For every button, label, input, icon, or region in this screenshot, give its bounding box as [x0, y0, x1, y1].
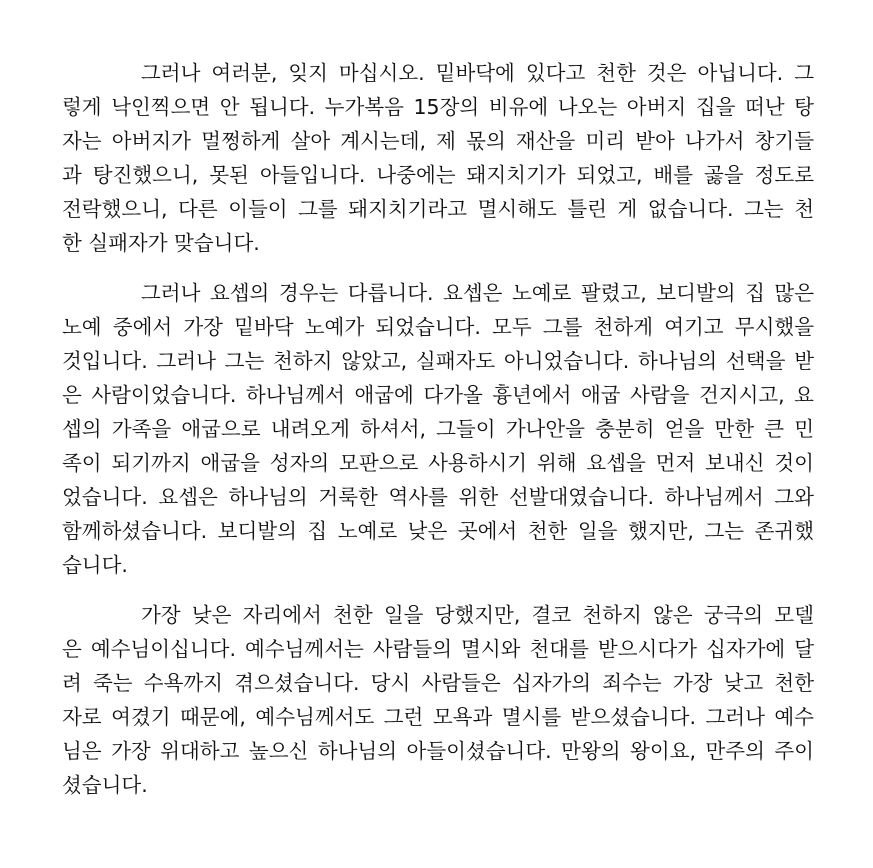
- paragraph-2-line-1: 그러나 요셉의 경우는 다릅니다. 요셉은 노예로 팔렸고, 보디발의 집 많은: [141, 281, 814, 305]
- paragraph-2-line-6: 족이 되기까지 애굽을 성자의 모판으로 사용하시기 위해 요셉을 먼저 보내신 것이: [62, 451, 814, 475]
- paragraph-1-line-6: 한 실패자가 맞습니다.: [62, 231, 260, 255]
- paragraph-2-line-9: 습니다.: [62, 553, 128, 577]
- paragraph-3-line-1: 가장 낮은 자리에서 천한 일을 당했지만, 결코 천하지 않은 궁극의 모델: [141, 603, 814, 627]
- paragraph-2-line-2: 노예 중에서 가장 밑바닥 노예가 되었습니다. 모두 그를 천하게 여기고 무시했을: [62, 315, 814, 339]
- paragraph-3-line-2: 은 예수님이십니다. 예수님께서는 사람들의 멸시와 천대를 받으시다가 십자가에 달: [62, 637, 814, 661]
- paragraph-3-line-3: 려 죽는 수욕까지 겪으셨습니다. 당시 사람들은 십자가의 죄수는 가장 낮고 천한: [62, 671, 814, 695]
- paragraph-2-line-3: 것입니다. 그러나 그는 천하지 않았고, 실패자도 아니었습니다. 하나님의 선택을 받: [62, 349, 814, 373]
- paragraph-2-line-4: 은 사람이었습니다. 하나님께서 애굽에 다가올 흉년에서 애굽 사람을 건지시고, 요: [62, 383, 814, 407]
- paragraph-1-line-4: 과 탕진했으니, 못된 아들입니다. 나중에는 돼지치기가 되었고, 배를 곯을 정도로: [62, 163, 814, 187]
- paragraph-3-line-6: 셨습니다.: [62, 773, 148, 797]
- paragraph-2-line-5: 셉의 가족을 애굽으로 내려오게 하셔서, 그들이 가나안을 충분히 얻을 만한 큰 민: [62, 417, 814, 441]
- paragraph-3-line-4: 자로 여겼기 때문에, 예수님께서도 그런 모욕과 멸시를 받으셨습니다. 그러나 예수: [62, 705, 814, 729]
- paragraph-1-line-1: 그러나 여러분, 잊지 마십시오. 밑바닥에 있다고 천한 것은 아닙니다. 그: [141, 61, 814, 85]
- paragraph-3-line-5: 님은 가장 위대하고 높으신 하나님의 아들이셨습니다. 만왕의 왕이요, 만주의 주이: [62, 739, 814, 763]
- paragraph-2-line-8: 함께하셨습니다. 보디발의 집 노예로 낮은 곳에서 천한 일을 했지만, 그는 존귀했: [62, 519, 814, 543]
- paragraph-1-line-5: 전락했으니, 다른 이들이 그를 돼지치기라고 멸시해도 틀린 게 없습니다. 그는 천: [62, 197, 814, 221]
- paragraph-2-line-7: 었습니다. 요셉은 하나님의 거룩한 역사를 위한 선발대였습니다. 하나님께서 그와: [62, 485, 814, 509]
- paragraph-1-line-2: 렇게 낙인찍으면 안 됩니다. 누가복음 15장의 비유에 나오는 아버지 집을 떠난 탕: [62, 95, 814, 119]
- paragraph-1-line-3: 자는 아버지가 멀쩡하게 살아 계시는데, 제 몫의 재산을 미리 받아 나가서 창기들: [62, 129, 814, 153]
